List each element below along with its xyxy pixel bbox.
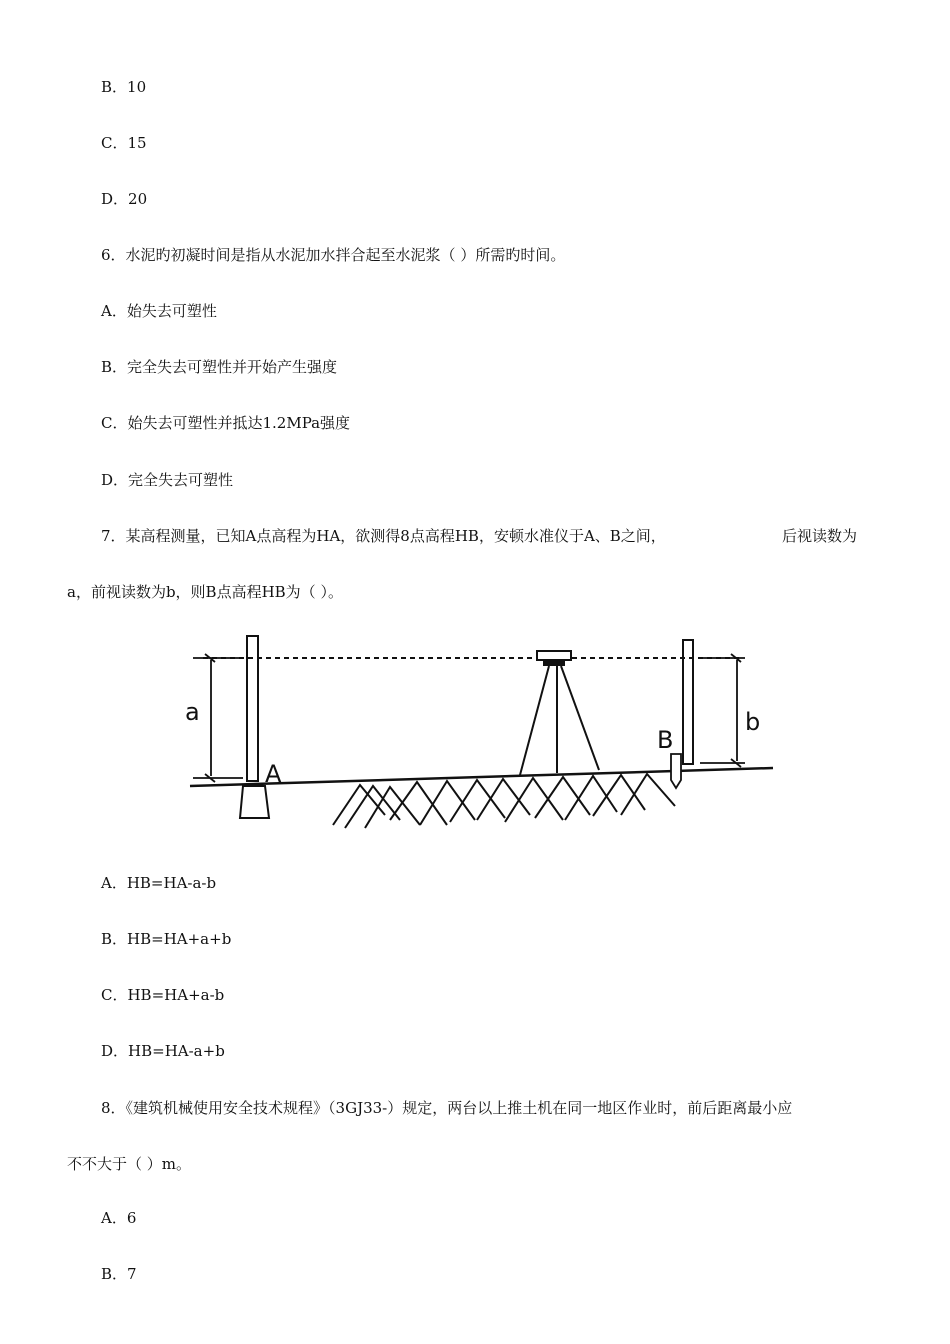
q7-stem-line1: 7．某高程测量，已知A点高程为HA，欲测得8点高程HB，安顿水准仪于A、B之间，	[101, 527, 666, 545]
level-head	[543, 660, 565, 666]
dimension-b	[700, 654, 745, 767]
q8-option-a: A．6	[101, 1209, 137, 1227]
q5-option-b: B．10	[101, 78, 147, 96]
level-instrument	[537, 651, 571, 660]
q6-stem: 6．水泥旳初凝时间是指从水泥加水拌合起至水泥浆（ ）所需旳时间。	[101, 246, 566, 264]
q8-option-b: B．7	[101, 1265, 137, 1283]
dimension-a-label: a	[185, 698, 200, 726]
q7-stem-line1-tail: 后视读数为	[782, 527, 858, 545]
q8-stem-line1: 8．《建筑机械使用安全技术规程》（3GJ33-）规定，两台以上推土机在同一地区作业时，前后距离最小应	[101, 1099, 793, 1117]
q6-option-c: C．始失去可塑性并抵达1.2MPa强度	[101, 414, 351, 432]
point-b-label: B	[657, 726, 674, 754]
q7-option-b: B．HB=HA+a+b	[101, 930, 232, 948]
q6-option-a: A．始失去可塑性	[101, 302, 217, 320]
point-a-label: A	[265, 760, 282, 788]
tripod	[520, 666, 599, 775]
q6-option-b: B．完全失去可塑性并开始产生强度	[101, 358, 338, 376]
q8-stem-line2: 不不大于（ ）m。	[67, 1155, 191, 1173]
q7-option-a: A．HB=HA-a-b	[101, 874, 217, 892]
leveling-diagram	[185, 630, 775, 840]
q7-option-c: C．HB=HA+a-b	[101, 986, 225, 1004]
q5-option-d: D．20	[101, 190, 148, 208]
q5-option-c: C．15	[101, 134, 147, 152]
ground-peg-b	[671, 754, 681, 788]
q7-stem-line2: a，前视读数为b，则B点高程HB为（ ）。	[67, 583, 343, 601]
dimension-b-label: b	[745, 708, 761, 736]
ground-hatching	[333, 774, 675, 828]
dimension-a	[193, 654, 243, 782]
q7-option-d: D．HB=HA-a+b	[101, 1042, 225, 1060]
ground-peg-a	[240, 786, 269, 818]
q6-option-d: D．完全失去可塑性	[101, 471, 234, 489]
